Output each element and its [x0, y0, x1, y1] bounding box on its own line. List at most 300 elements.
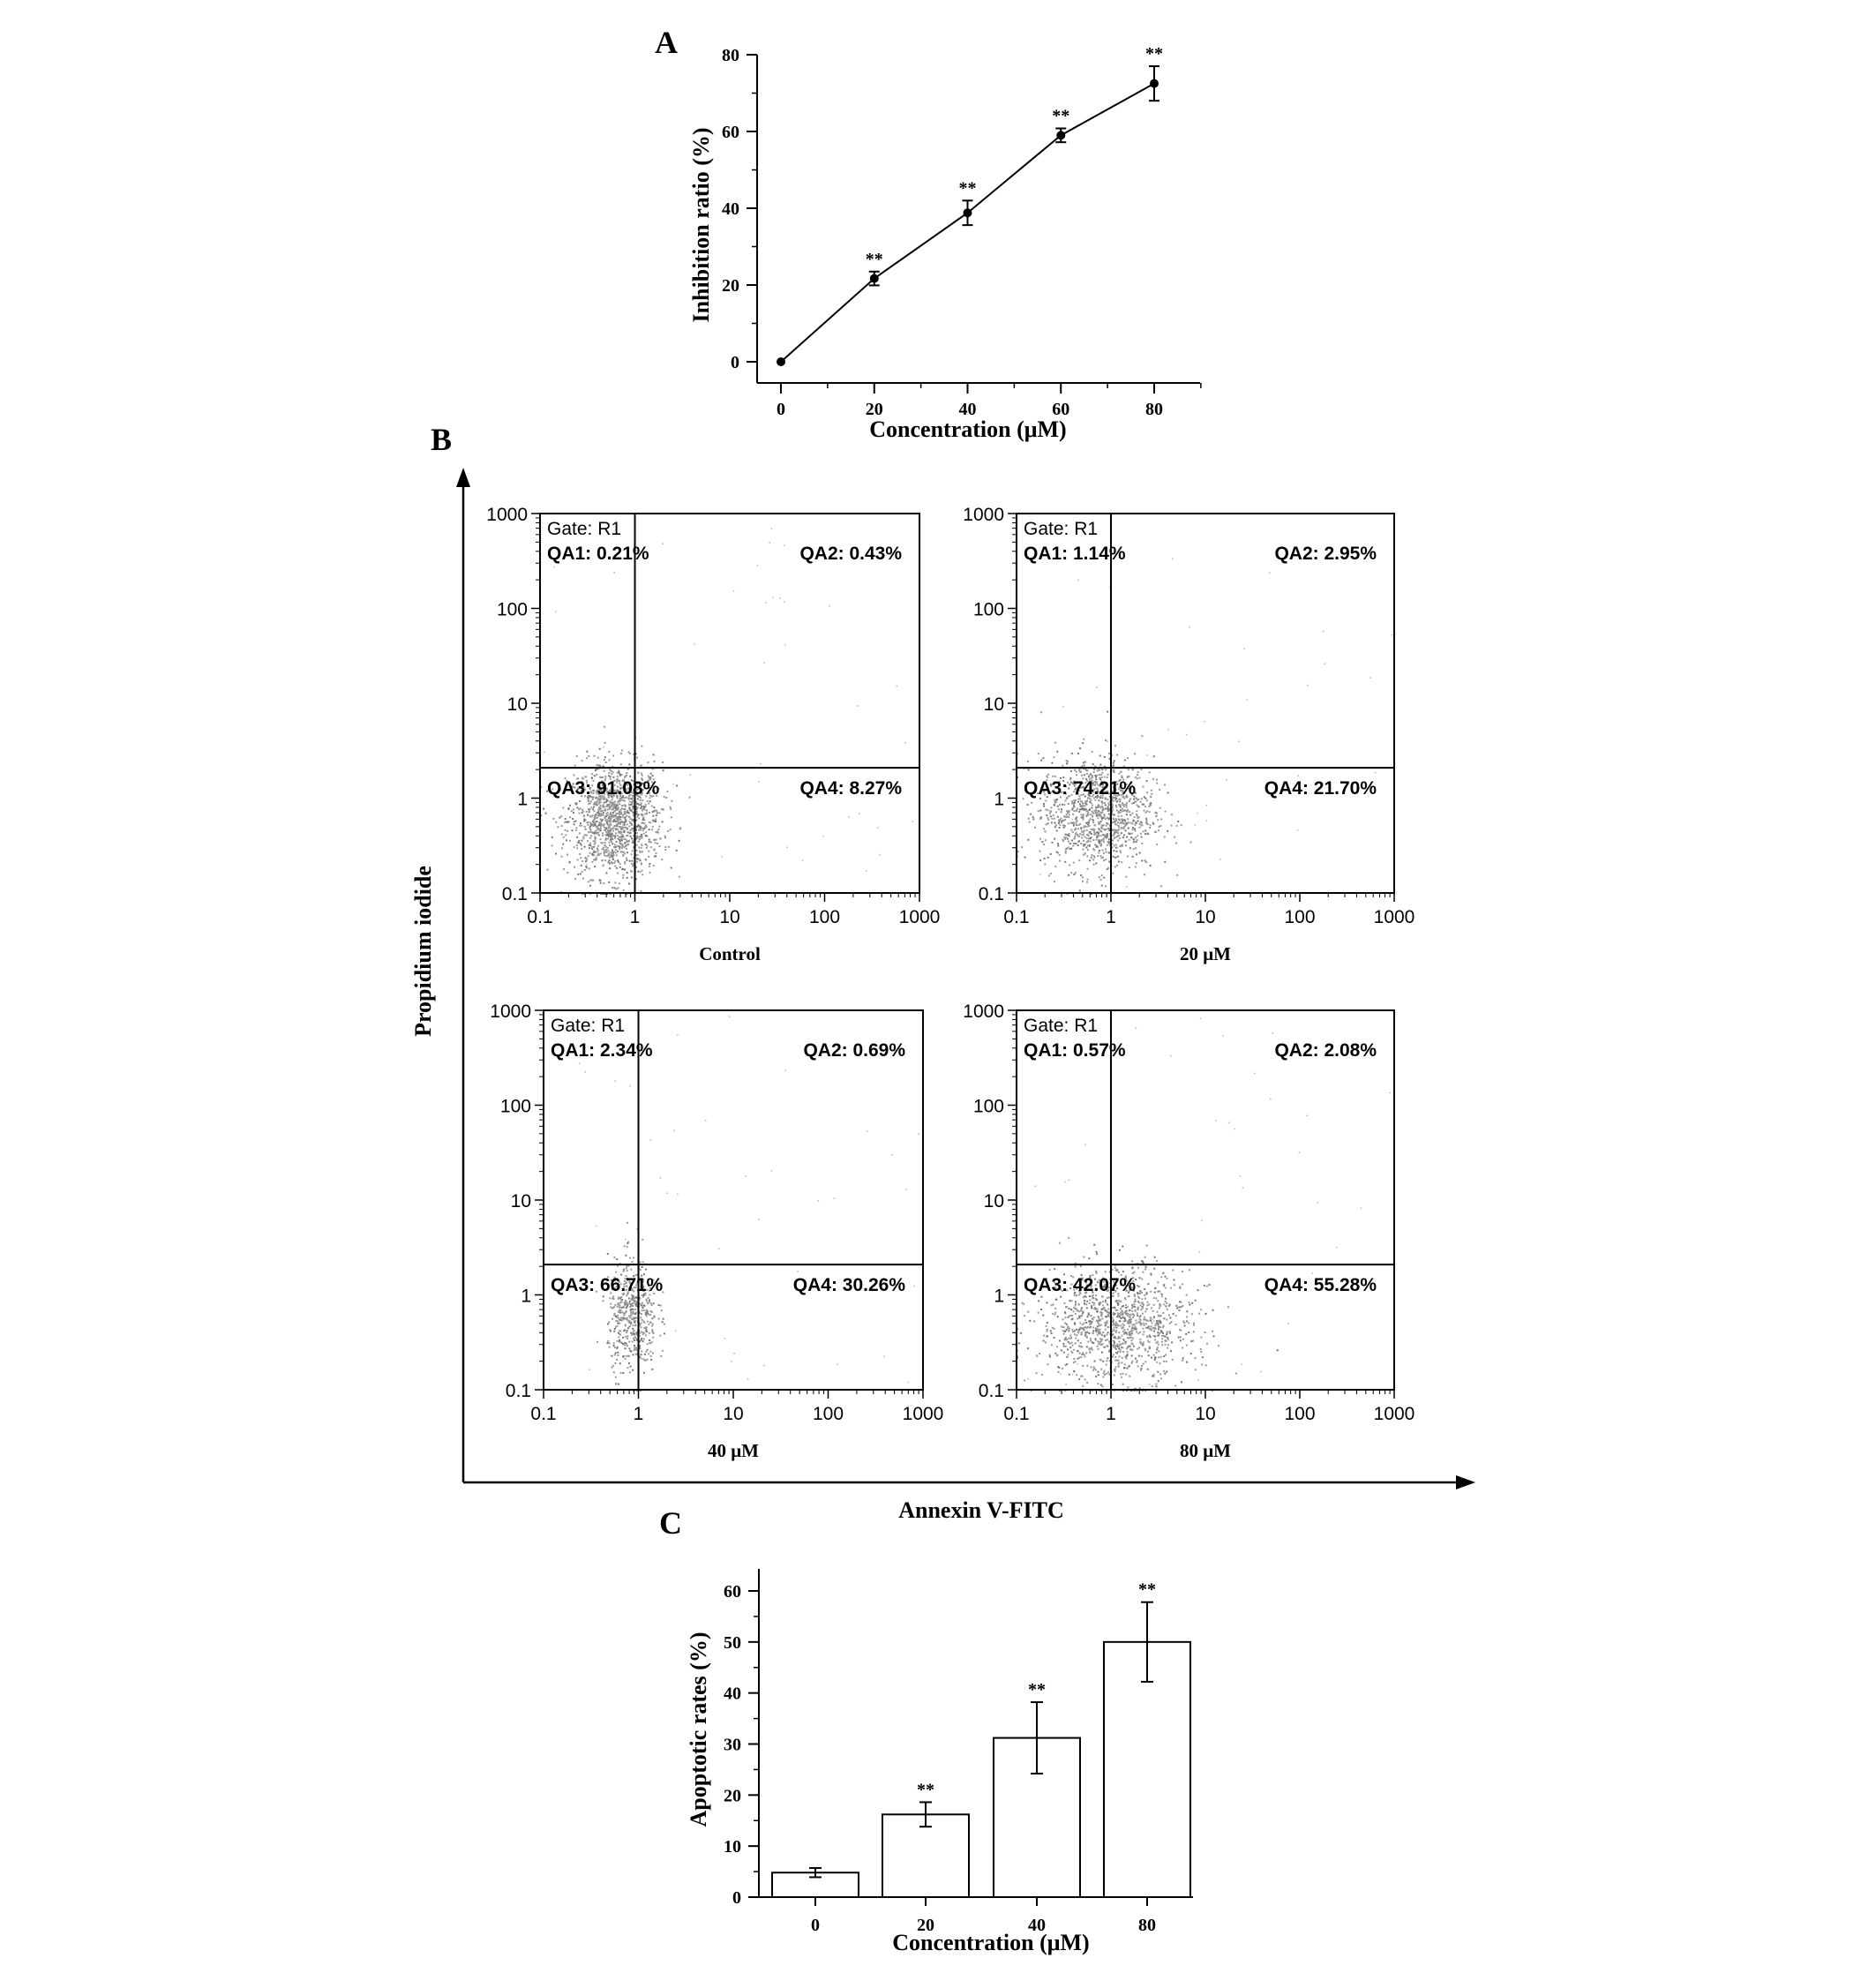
flow-event-dot: [1072, 831, 1074, 833]
flow-event-dot: [1099, 814, 1100, 815]
flow-event-dot: [653, 820, 655, 821]
flow-event-dot: [1090, 799, 1092, 801]
chart-a-point: [964, 208, 972, 217]
flow-panel-frame: [1017, 514, 1394, 893]
flow-event-dot: [661, 1309, 663, 1311]
flow-event-dot: [641, 1350, 642, 1352]
flow-event-dot: [1113, 1330, 1114, 1332]
flow-event-dot: [1119, 837, 1121, 839]
flow-event-dot: [619, 836, 620, 838]
flow-event-dot: [1137, 804, 1138, 806]
flow-event-dot: [1077, 1358, 1078, 1360]
flow-event-dot: [1131, 1307, 1133, 1309]
flow-event-dot: [1165, 811, 1167, 813]
flow-event-dot: [802, 859, 804, 861]
flow-event-dot: [593, 755, 595, 757]
flow-event-dot: [1102, 1376, 1104, 1377]
flow-event-dot: [1167, 1347, 1168, 1349]
flow-event-dot: [619, 1362, 621, 1364]
flow-event-dot: [829, 605, 830, 607]
flow-event-dot: [1092, 1302, 1093, 1303]
flow-event-dot: [635, 850, 637, 851]
flow-event-dot: [1123, 826, 1125, 828]
flow-event-dot: [1134, 824, 1136, 826]
flow-event-dot: [617, 1302, 619, 1304]
flow-event-dot: [1052, 776, 1054, 777]
flow-event-dot: [1182, 1360, 1183, 1362]
flow-event-dot: [1055, 1299, 1057, 1301]
flow-event-dot: [1133, 1272, 1135, 1273]
chart-a-y-tick-label: 20: [722, 276, 739, 296]
flow-event-dot: [613, 1315, 615, 1317]
flow-event-dot: [620, 1299, 622, 1301]
flow-event-dot: [1078, 811, 1080, 813]
flow-event-dot: [1080, 1376, 1082, 1377]
flow-event-dot: [654, 761, 656, 762]
flow-event-dot: [1099, 1338, 1101, 1339]
flow-event-dot: [1126, 1310, 1128, 1312]
flow-event-dot: [589, 844, 591, 846]
flow-event-dot: [733, 1353, 735, 1354]
flow-panel-frame: [544, 1010, 923, 1390]
flow-event-dot: [1099, 774, 1100, 776]
flow-y-tick-label: 100: [499, 1096, 531, 1117]
flow-event-dot: [1054, 1353, 1056, 1354]
flow-event-dot: [1070, 1315, 1072, 1317]
flow-event-dot: [1136, 1332, 1137, 1333]
flow-event-dot: [1089, 1320, 1091, 1322]
flow-event-dot: [1027, 1347, 1029, 1349]
flow-event-dot: [615, 803, 617, 805]
flow-event-dot: [573, 808, 574, 810]
flow-event-dot: [614, 865, 616, 866]
chart-c-y-tick-label: 50: [724, 1632, 741, 1653]
flow-event-dot: [657, 829, 659, 830]
flow-y-tick-label: 0.1: [978, 884, 1004, 904]
panel-label-a: A: [655, 25, 678, 60]
flow-event-dot: [1103, 1372, 1105, 1374]
flow-event-dot: [1100, 812, 1102, 814]
flow-event-dot: [1169, 1317, 1171, 1318]
flow-event-dot: [628, 763, 630, 765]
flow-event-dot: [1361, 1207, 1362, 1209]
flow-event-dot: [661, 808, 663, 810]
flow-event-dot: [771, 1170, 773, 1172]
flow-event-dot: [652, 1353, 654, 1354]
flow-event-dot: [1090, 814, 1092, 815]
flow-event-dot: [642, 816, 644, 818]
flow-event-dot: [642, 870, 643, 872]
flow-event-dot: [1125, 1304, 1127, 1306]
flow-event-dot: [1146, 780, 1148, 782]
flow-event-dot: [1118, 1332, 1120, 1333]
flow-event-dot: [1058, 822, 1060, 824]
flow-event-dot: [582, 860, 583, 862]
flow-event-dot: [1219, 859, 1221, 860]
flow-event-dot: [1073, 810, 1075, 812]
flow-event-dot: [1153, 1321, 1155, 1323]
flow-event-dot: [624, 1245, 626, 1247]
flow-event-dot: [606, 804, 608, 806]
flow-event-dot: [1126, 804, 1128, 806]
flow-event-dot: [1104, 756, 1106, 758]
flow-event-dot: [625, 1358, 627, 1360]
flow-event-dot: [601, 814, 603, 816]
flow-event-dot: [645, 1326, 647, 1328]
chart-a-marks: [777, 44, 1163, 366]
flow-quadrant-label-qa4: QA4: 8.27%: [799, 778, 902, 799]
flow-event-dot: [639, 851, 641, 852]
flow-event-dot: [617, 821, 619, 822]
flow-event-dot: [1106, 1373, 1107, 1375]
flow-event-dot: [1122, 821, 1123, 822]
flow-event-dot: [1067, 812, 1069, 814]
flow-event-dot: [1088, 1332, 1090, 1334]
flow-event-dot: [624, 817, 626, 819]
flow-event-dot: [1140, 801, 1142, 803]
flow-event-dot: [614, 1313, 616, 1315]
flow-event-dot: [1133, 1303, 1135, 1305]
flow-event-dot: [638, 829, 640, 831]
flow-event-dot: [1093, 771, 1095, 773]
flow-event-dot: [1093, 855, 1095, 857]
flow-event-dot: [1107, 867, 1109, 869]
flow-event-dot: [1143, 1262, 1144, 1264]
flow-event-dot: [1105, 859, 1107, 860]
flow-event-dot: [636, 861, 638, 863]
flow-event-dot: [1105, 1324, 1107, 1326]
flow-event-dot: [1136, 814, 1137, 815]
flow-event-dot: [597, 764, 598, 766]
flow-event-dot: [1137, 774, 1138, 776]
flow-event-dot: [623, 1355, 625, 1357]
flow-event-dot: [633, 1333, 634, 1335]
flow-event-dot: [602, 859, 604, 861]
flow-event-dot: [1145, 1327, 1147, 1329]
flow-event-dot: [1076, 810, 1077, 812]
flow-event-dot: [1076, 1334, 1077, 1336]
chart-a-x-tick-label: 0: [777, 400, 785, 419]
flow-event-dot: [1137, 1360, 1138, 1362]
flow-event-dot: [636, 1333, 638, 1335]
flow-event-dot: [653, 865, 655, 866]
flow-event-dot: [1072, 845, 1074, 847]
flow-event-dot: [1159, 789, 1160, 791]
flow-event-dot: [1118, 829, 1120, 830]
flow-event-dot: [1099, 1359, 1101, 1361]
flow-event-dot: [1132, 856, 1134, 858]
flow-event-dot: [1180, 1306, 1182, 1308]
flow-event-dot: [663, 1318, 664, 1320]
flow-event-dot: [1146, 799, 1148, 801]
chart-b-panels: [486, 505, 1415, 1461]
flow-event-dot: [1138, 1347, 1140, 1348]
flow-event-dot: [631, 819, 633, 821]
flow-event-dot: [1112, 806, 1114, 808]
flow-event-dot: [648, 1302, 649, 1304]
flow-event-dot: [611, 1355, 612, 1357]
flow-event-dot: [1186, 1362, 1188, 1363]
flow-event-dot: [1079, 803, 1081, 805]
flow-event-dot: [1135, 821, 1137, 823]
flow-event-dot: [612, 828, 614, 829]
flow-event-dot: [1086, 837, 1088, 839]
flow-event-dot: [1057, 845, 1059, 847]
flow-event-dot: [1137, 777, 1138, 779]
flow-event-dot: [1116, 809, 1118, 811]
flow-event-dot: [656, 852, 657, 854]
flow-event-dot: [1135, 847, 1137, 849]
flow-event-dot: [1099, 1341, 1100, 1343]
flow-event-dot: [1082, 817, 1084, 819]
flow-event-dot: [1084, 800, 1086, 802]
flow-event-dot: [1082, 876, 1084, 878]
flow-event-dot: [1167, 1339, 1169, 1340]
flow-event-dot: [1082, 1324, 1084, 1325]
flow-event-dot: [635, 1317, 637, 1319]
flow-event-dot: [584, 869, 586, 871]
flow-event-dot: [718, 1248, 720, 1249]
flow-event-dot: [1136, 810, 1137, 812]
flow-event-dot: [1122, 1331, 1124, 1332]
flow-event-dot: [651, 1317, 653, 1319]
flow-event-dot: [582, 811, 584, 813]
flow-event-dot: [1117, 821, 1119, 823]
flow-event-dot: [1235, 1372, 1237, 1374]
flow-event-dot: [1160, 1377, 1162, 1379]
flow-event-dot: [1080, 817, 1082, 819]
flow-event-dot: [1323, 631, 1324, 633]
flow-event-dot: [627, 872, 628, 874]
flow-event-dot: [1062, 765, 1063, 767]
flow-event-dot: [621, 821, 623, 822]
flow-event-dot: [1142, 1308, 1144, 1309]
flow-event-dot: [1120, 1325, 1122, 1327]
flow-event-dot: [1101, 801, 1103, 803]
flow-event-dot: [1073, 799, 1075, 801]
flow-event-dot: [1178, 1309, 1180, 1311]
flow-event-dot: [598, 824, 600, 826]
flow-event-dot: [1084, 853, 1086, 855]
flow-event-dot: [1095, 809, 1097, 811]
flow-event-dot: [1090, 840, 1092, 842]
flow-event-dot: [672, 784, 674, 785]
flow-event-dot: [625, 1301, 627, 1302]
flow-event-dot: [670, 808, 672, 810]
flow-event-dot: [1086, 769, 1088, 771]
flow-event-dot: [648, 1297, 649, 1299]
flow-event-dot: [1075, 1338, 1077, 1339]
flow-event-dot: [1056, 829, 1058, 831]
flow-event-dot: [1175, 1305, 1177, 1307]
flow-event-dot: [1125, 1374, 1127, 1376]
flow-event-dot: [620, 1317, 622, 1319]
flow-event-dot: [1157, 819, 1159, 821]
flow-event-dot: [595, 837, 597, 839]
flow-event-dot: [1144, 1288, 1145, 1290]
flow-event-dot: [891, 1154, 893, 1156]
flow-event-dot: [1269, 572, 1271, 574]
flow-y-tick-label: 0.1: [978, 1381, 1004, 1401]
flow-event-dot: [612, 1307, 614, 1309]
flow-event-dot: [1024, 857, 1026, 859]
flow-event-dot: [1169, 1303, 1171, 1305]
flow-event-dot: [606, 800, 608, 802]
flow-event-dot: [1200, 1309, 1202, 1310]
flow-event-dot: [595, 769, 597, 771]
flow-event-dot: [1067, 761, 1069, 763]
flow-event-dot: [642, 1239, 643, 1241]
flow-event-dot: [1093, 864, 1095, 866]
flow-event-dot: [1137, 1308, 1138, 1309]
flow-event-dot: [1113, 764, 1114, 766]
flow-event-dot: [1084, 1355, 1085, 1357]
flow-event-dot: [624, 821, 626, 823]
flow-event-dot: [1080, 1308, 1082, 1309]
flow-event-dot: [652, 1323, 654, 1324]
flow-panel-caption: Control: [699, 943, 761, 964]
flow-event-dot: [1160, 1356, 1162, 1358]
flow-event-dot: [634, 1302, 635, 1303]
flow-event-dot: [623, 1330, 625, 1332]
flow-event-dot: [1100, 1302, 1102, 1303]
flow-event-dot: [1129, 1346, 1131, 1347]
flow-event-dot: [597, 834, 599, 836]
flow-event-dot: [1075, 828, 1077, 829]
flow-event-dot: [1076, 1374, 1077, 1376]
flow-event-dot: [620, 1372, 622, 1374]
flow-event-dot: [631, 863, 633, 865]
flow-event-dot: [668, 846, 670, 848]
flow-event-dot: [1062, 706, 1064, 708]
flow-event-dot: [651, 1325, 653, 1327]
flow-event-dot: [690, 774, 692, 776]
flow-event-dot: [1099, 755, 1101, 757]
flow-event-dot: [1123, 1333, 1125, 1335]
flow-quadrant-label-qa4: QA4: 30.26%: [792, 1275, 905, 1296]
flow-event-dot: [1070, 770, 1072, 772]
flow-event-dot: [1093, 1304, 1095, 1306]
flow-event-dot: [1088, 1312, 1090, 1314]
flow-event-dot: [593, 859, 595, 861]
flow-event-dot: [611, 773, 612, 775]
flow-event-dot: [1103, 814, 1105, 815]
flow-event-dot: [630, 804, 632, 806]
flow-event-dot: [1099, 839, 1100, 841]
flow-event-dot: [627, 1317, 628, 1319]
flow-event-dot: [1129, 1322, 1130, 1324]
flow-event-dot: [632, 812, 634, 814]
flow-event-dot: [610, 829, 612, 831]
flow-event-dot: [1084, 836, 1085, 837]
flow-event-dot: [1158, 1326, 1159, 1328]
flow-event-dot: [596, 817, 597, 819]
flow-event-dot: [1115, 1309, 1117, 1311]
flow-event-dot: [1167, 830, 1168, 832]
flow-event-dot: [1123, 1339, 1125, 1341]
flow-event-dot: [624, 1345, 626, 1347]
flow-event-dot: [621, 799, 623, 801]
flow-event-dot: [612, 830, 614, 832]
flow-event-dot: [615, 809, 617, 811]
chart-c-x-tick-label: 40: [1028, 1916, 1046, 1935]
flow-event-dot: [1141, 843, 1143, 844]
flow-event-dot: [1062, 1368, 1063, 1369]
flow-event-dot: [1151, 1307, 1152, 1309]
flow-event-dot: [590, 816, 592, 818]
flow-event-dot: [1188, 1322, 1189, 1324]
flow-cytometry-panels: [410, 468, 1475, 1523]
flow-event-dot: [642, 1296, 644, 1298]
flow-event-dot: [1078, 580, 1080, 581]
flow-event-dot: [1100, 1315, 1102, 1317]
flow-event-dot: [1186, 1294, 1188, 1296]
flow-event-dot: [621, 839, 623, 841]
flow-event-dot: [1100, 855, 1102, 857]
flow-event-dot: [1099, 769, 1100, 771]
flow-event-dot: [1106, 851, 1107, 853]
flow-event-dot: [1133, 1346, 1135, 1347]
flow-event-dot: [859, 813, 860, 814]
flow-event-dot: [1127, 1386, 1129, 1388]
flow-event-dot: [1186, 1320, 1188, 1322]
flow-event-dot: [1148, 806, 1150, 807]
flow-event-dot: [784, 1069, 786, 1071]
flow-event-dot: [1067, 1328, 1069, 1330]
flow-event-dot: [1174, 836, 1175, 838]
flow-event-dot: [1200, 1348, 1202, 1350]
flow-event-dot: [1107, 802, 1109, 804]
flow-event-dot: [1115, 844, 1117, 845]
flow-event-dot: [574, 846, 575, 848]
flow-event-dot: [1080, 827, 1082, 829]
flow-event-dot: [619, 882, 620, 884]
flow-event-dot: [598, 813, 600, 814]
flow-event-dot: [694, 643, 695, 645]
flow-event-dot: [640, 1269, 642, 1271]
flow-event-dot: [631, 837, 633, 839]
flow-event-dot: [1122, 1384, 1124, 1385]
chart-a-x-tick-label: 80: [1145, 400, 1163, 419]
flow-event-dot: [608, 1322, 610, 1324]
flow-event-dot: [610, 1306, 612, 1308]
flow-event-dot: [631, 1312, 633, 1314]
flow-event-dot: [883, 1356, 885, 1358]
flow-event-dot: [648, 851, 649, 852]
flow-event-dot: [1069, 1335, 1071, 1337]
flow-event-dot: [1155, 1324, 1157, 1326]
apoptosis-bar-chart: [686, 1569, 1193, 1955]
flow-event-dot: [1114, 829, 1115, 831]
flow-event-dot: [1144, 810, 1145, 812]
flow-event-dot: [1024, 1379, 1025, 1381]
flow-event-dot: [573, 812, 574, 814]
flow-event-dot: [1027, 1378, 1029, 1380]
flow-event-dot: [604, 808, 606, 810]
flow-event-dot: [1084, 1323, 1085, 1324]
flow-event-dot: [1070, 1309, 1072, 1310]
flow-event-dot: [581, 848, 582, 850]
flow-event-dot: [1079, 1323, 1081, 1324]
flow-event-dot: [638, 817, 640, 819]
flow-event-dot: [619, 866, 621, 868]
flow-event-dot: [1132, 1338, 1134, 1339]
flow-event-dot: [1147, 1302, 1149, 1303]
flow-event-dot: [1108, 804, 1110, 806]
flow-event-dot: [1082, 849, 1084, 851]
flow-event-dot: [1129, 839, 1130, 841]
flow-event-dot: [650, 1359, 652, 1361]
